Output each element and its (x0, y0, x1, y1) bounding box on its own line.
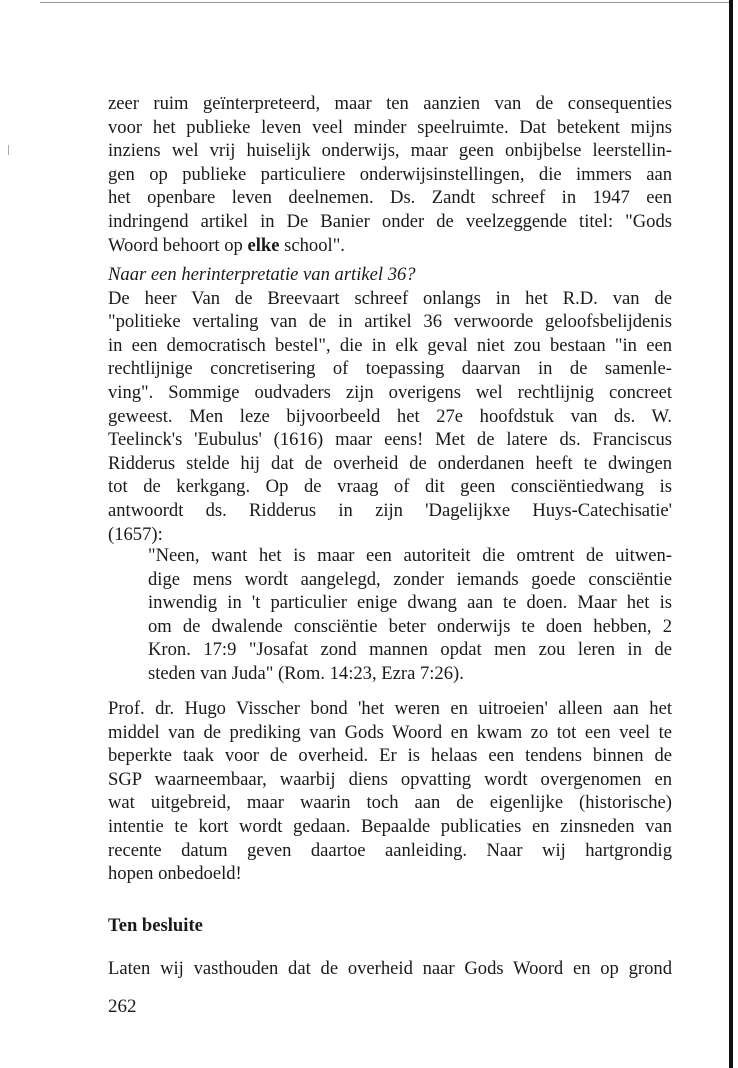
text-line: SGP waarneembaar, waarbij diens opvatting wordt overgenomen en (108, 768, 672, 790)
text-line: voor het publieke leven veel minder speelruimte. Dat betekent mijns (108, 116, 672, 138)
text-line: middel van de prediking van Gods Woord en kwam zo tot een veel te (108, 721, 672, 743)
text-line: hopen onbedoeld! (108, 863, 242, 885)
text-line: gen op publieke particuliere onderwijsinstellingen, die immers aan (108, 163, 672, 185)
quote-line: "Neen, want het is maar een autoriteit die omtrent de uitwen- (148, 545, 672, 566)
text-line: het openbare leven deelnemen. Ds. Zandt schreef in 1947 een (108, 187, 672, 209)
italic-subheading: Naar een herinterpretatie van artikel 36? (108, 264, 416, 285)
text-line: beperkte taak voor de overheid. Er is helaas een tendens binnen de (108, 745, 672, 767)
text-line: indringend artikel in De Banier onder de veelzeggende titel: "Gods (108, 210, 672, 232)
text-line: inziens wel vrij huiselijk onderwijs, maar geen onbijbelse leerstellin- (108, 140, 672, 162)
text-line: "politieke vertaling van de in artikel 36 verwoorde geloofsbelijdenis (108, 311, 672, 333)
text-line: wat uitgebreid, maar waarin toch aan de eigenlijke (historische) (108, 792, 672, 814)
paragraph-4 (108, 957, 672, 981)
section-heading: Ten besluite (108, 915, 203, 936)
text-line: Teelinck's 'Eubulus' (1616) maar eens! Met de latere ds. Franciscus (108, 429, 672, 451)
paragraph-2 (108, 263, 672, 546)
quote-line: dige mens wordt aangelegd, zonder iemands goede consciëntie (148, 568, 672, 590)
text-line: antwoordt ds. Ridderus in zijn 'Dagelijkxe Huys-Catechisatie' (108, 499, 672, 521)
quote-line: inwendig in 't particulier enige dwang aan te doen. Maar het is (148, 592, 672, 614)
scan-mark (8, 145, 9, 155)
text-line: ving". Sommige oudvaders zijn overigens wel rechtlijnig concreet (108, 381, 672, 403)
paragraph-1 (108, 92, 672, 257)
text-line: (1657): (108, 523, 163, 545)
text-line: Ridderus stelde hij dat de overheid de onderdanen heeft te dwingen (108, 452, 672, 474)
page-number: 262 (108, 996, 137, 1017)
block-quote (148, 544, 672, 686)
text-line-last (108, 234, 672, 258)
text-line: De heer Van de Breevaart schreef onlangs in het R.D. van de (108, 287, 672, 309)
quote-line: steden van Juda" (Rom. 14:23, Ezra 7:26). (148, 662, 464, 684)
quote-line: om de dwalende consciëntie beter onderwijs te doen hebben, 2 (148, 615, 672, 637)
text-run: Woord behoort op (108, 234, 248, 256)
text-line: tot de kerkgang. Op de vraag of dit geen consciëntiedwang is (108, 476, 672, 498)
quote-line: Kron. 17:9 "Josafat zond mannen opdat men zou leren in de (148, 639, 672, 661)
text-line: recente datum geven daartoe aanleiding. Naar wij hartgrondig (108, 839, 672, 861)
bold-emphasis: elke (247, 234, 280, 256)
text-line: Laten wij vasthouden dat de overheid naar Gods Woord en op grond (108, 958, 672, 979)
paragraph-3 (108, 697, 672, 886)
text-line: in een democratisch bestel", die in elk geval niet zou bestaan "in een (108, 334, 672, 356)
text-line: Prof. dr. Hugo Visscher bond 'het weren en uitroeien' alleen aan het (108, 698, 672, 719)
text-run: school". (279, 234, 345, 256)
text-line: rechtlijnige concretisering of toepassing daarvan in de samenle- (108, 358, 672, 380)
text-line: intentie te kort wordt gedaan. Bepaalde publicaties en zinsneden van (108, 815, 672, 837)
text-line: geweest. Men leze bijvoorbeeld het 27e hoofdstuk van ds. W. (108, 405, 672, 427)
scan-edge-bar (729, 0, 733, 1068)
top-rule (40, 2, 730, 3)
text-line: zeer ruim geïnterpreteerd, maar ten aanzien van de consequenties (108, 93, 672, 114)
